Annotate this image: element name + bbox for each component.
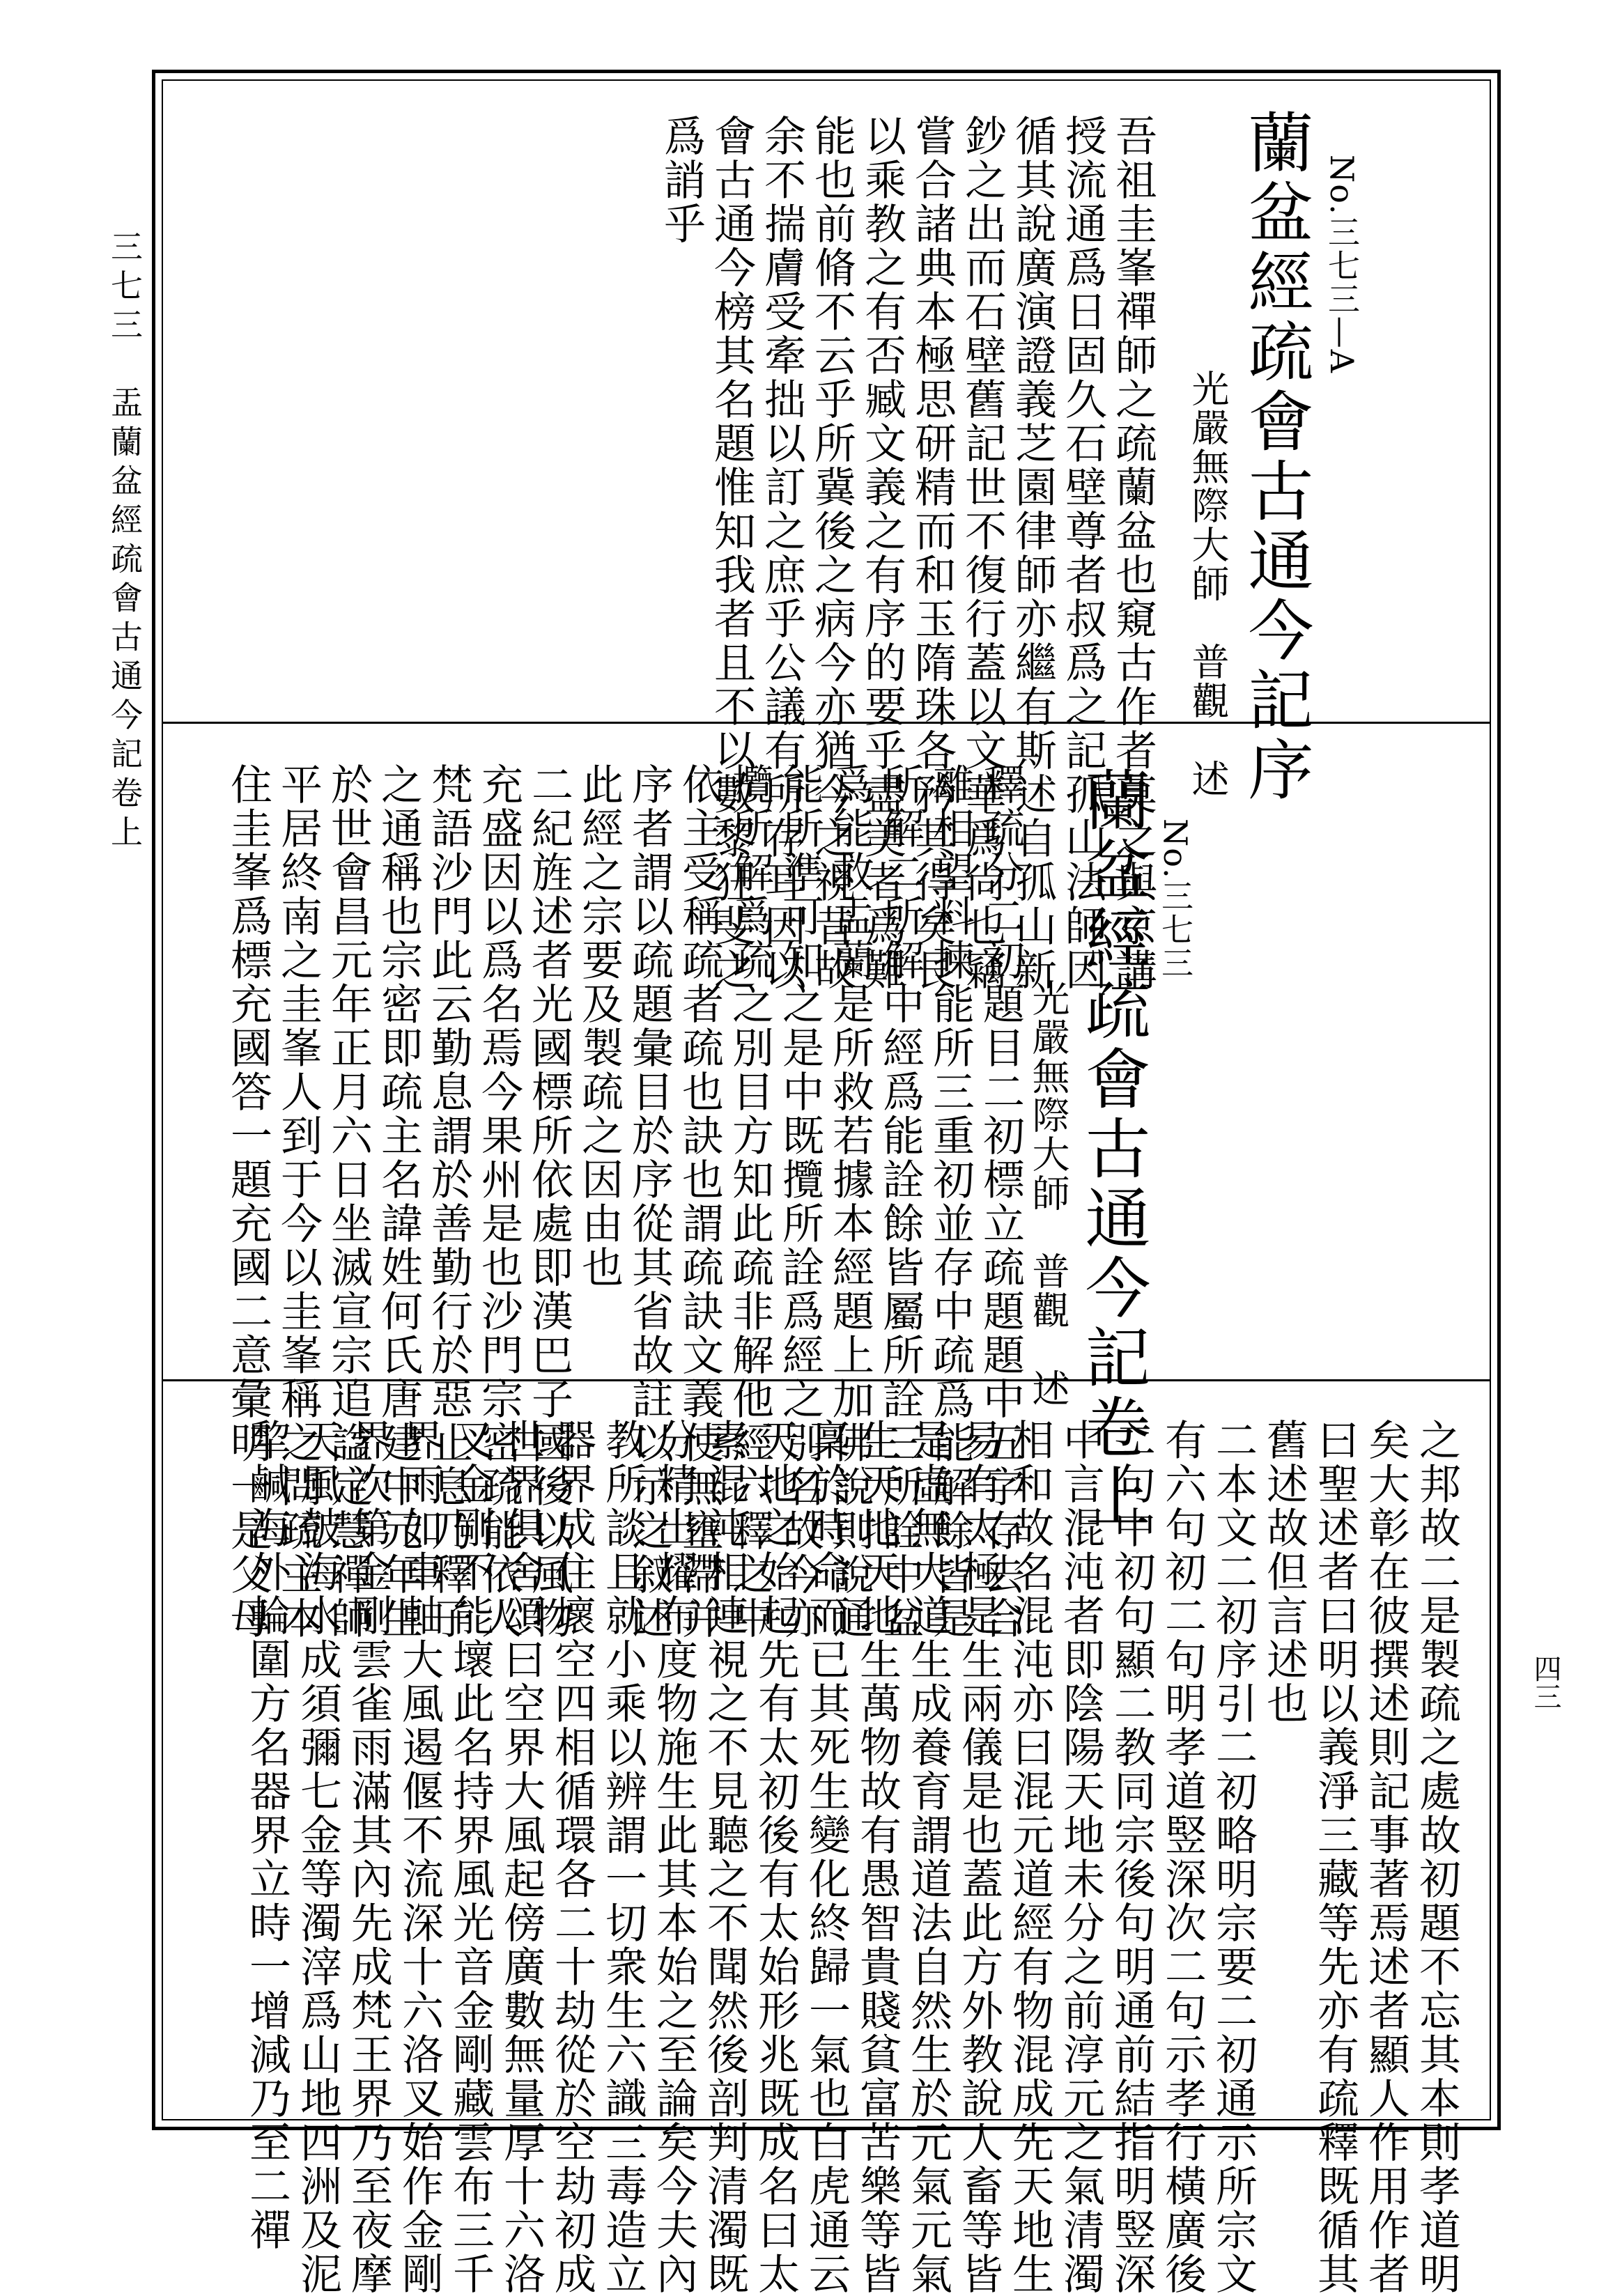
text-column: 天風皷海水成須彌七金等濁滓爲山地四洲及泥: [293, 1418, 342, 2296]
text-column: 爲誚乎: [657, 114, 706, 246]
text-column: 分精出耀布度物施生此其本始之至論矣今夫內: [649, 1418, 698, 2296]
text-column: 是虛無大道生成養育謂道法自然生於元氣元氣: [904, 1418, 952, 2296]
text-column: 嘗合諸典本極思研精而和玉隋珠各矜其得矣艮: [908, 114, 957, 992]
text-column: 能所準可知之是中既攬所詮爲經之別名故今亦: [775, 763, 824, 1640]
text-column: 之通稱也宗密即疏主名諱姓何氏唐建中元年生: [374, 763, 423, 1640]
text-column: 吾祖圭峯禪師之疏蘭盆也窺古作者莫之與京講: [1109, 114, 1157, 992]
text-column: 住圭峯爲標充國答一題充國二意彙明一是父母: [224, 763, 272, 1640]
text-number-b: No.三七三: [1157, 819, 1194, 980]
text-column: 充盛因以爲名焉今果州是也沙門宗密疏能依人: [474, 763, 523, 1640]
text-column: 舊述故但言述也: [1260, 1418, 1308, 1725]
text-column: 授流通爲日固久石壁尊者叔爲之記孤山法師因: [1058, 114, 1107, 992]
text-column: 能也前脩不云乎所冀後之病今亦猶今之視昔故: [808, 114, 856, 992]
text-column: 二句中初句顯二教同宗後句明通前結指明竪深: [1107, 1418, 1156, 2296]
text-column: 余不揣膚受牽拙以訂之庶乎公議有所存耳因以: [757, 114, 806, 992]
text-column: 相和故名混沌亦曰混元道經有物混成先天地生: [1005, 1418, 1054, 2296]
text-column: 教所談且就小乘以辨謂一切衆生六識三毒造立: [598, 1418, 647, 2296]
text-column: 叉金剛不能壞此名持界風光音金剛藏雲布三千: [446, 1418, 495, 2296]
author-volume: 光嚴無際大師 普觀 述: [1026, 979, 1070, 1408]
title-preface: 蘭盆經疏會古通今記序: [1237, 109, 1313, 805]
text-column: 有六句初二句明孝道竪深次二句示孝行橫廣後: [1158, 1418, 1207, 2296]
text-column: 於世會昌元年正月六日坐滅宣宗追諡定慧禪師: [324, 763, 373, 1640]
text-column: 天地之始起先有太初後有太始形兆既成名曰太: [751, 1418, 800, 2296]
text-column: 界雨如車軸大風遏偃不流深十六洛叉始作金剛: [395, 1418, 444, 2296]
author-preface: 光嚴無際大師 普觀 述: [1186, 369, 1230, 798]
text-column: 矣大彰在彼撰述則記事著焉述者顯人作用作者: [1361, 1418, 1410, 2296]
gutter-running-title: 三七三 盂蘭盆經疏會古通今記卷上: [106, 230, 144, 854]
text-column: 釋疏分二初題目二初標立疏題題中五字存去合: [976, 763, 1025, 1640]
text-column: 此經之宗要及製疏之因由也: [575, 763, 624, 1289]
text-column: 素混沌相連視之不見聽之不聞然後剖判清濁既: [700, 1418, 749, 2296]
title-volume: 蘭盆經疏會古通今記卷上: [1074, 766, 1150, 1533]
text-column: 界次第金剛雲雀雨滿其內先成梵王界乃至夜摩: [344, 1418, 393, 2296]
text-column: 鈔之出而石壁舊記世不復行蓋以文華爲尙也竊: [958, 114, 1007, 992]
text-column: 二本文二初序引二初略明宗要二初通示所宗文: [1209, 1418, 1258, 2296]
text-column: 二紀旌述者光國標所依處即漢巴子國後以風物: [525, 763, 573, 1640]
text-column: 攬所解爲疏之別目方知此疏非解他經六釋之中: [725, 763, 774, 1640]
text-column: 易有太極是生兩儀是也蓋此方外教說人畜等皆: [955, 1418, 1003, 2296]
text-number-a: No.三七三—A: [1323, 155, 1361, 374]
text-column: 之邦故二是製疏之處故初題不忘其本則孝道明: [1412, 1418, 1461, 2296]
text-column: 犂鹹海外輪圍方名器界立時一增減乃至二禪: [242, 1418, 291, 2252]
text-column: 爲能救盂蘭是所救若據本經題上加佛說則說通: [826, 763, 874, 1640]
text-column: 循其說廣演證義芝園律師亦繼有斯述自孤山新: [1008, 114, 1057, 992]
page-number: 四三: [1529, 1654, 1561, 1710]
text-column: 以乘教之有否臧文義之有序的要乎盡美者爲難: [858, 114, 906, 992]
text-column: 序者謂以疏題彙目於序從其省故註以示之叙述: [625, 763, 674, 1640]
text-column: 器界成住壞空四相循環各二十劫從於空劫初成: [548, 1418, 596, 2296]
text-column: 所解二所解中經爲能詮餘皆屬所詮三所詮中盆: [876, 763, 925, 1640]
text-column: 稟於時命而已其死生變化終歸一氣也白虎通云: [802, 1418, 851, 2296]
text-column: 中言混沌者即陰陽天地未分之前淳元之氣清濁: [1056, 1418, 1105, 2296]
text-column: 離相望料揀能所三重初並存中疏爲能解餘皆是: [926, 763, 975, 1640]
text-column: 梵語沙門此云勤息謂於善勤行於惡止息乃釋子: [424, 763, 473, 1640]
text-column: 依主受稱疏者疏也訣也謂疏訣文義使無壅滯并: [675, 763, 724, 1640]
text-column: 會古通今榜其名題惟知我者且不以數黎狂斐之: [707, 114, 756, 992]
text-column: 生天地天地生萬物故有愚智貴賤貧富苦樂等皆: [853, 1418, 902, 2296]
text-column: 曰聖述者曰明以義淨三藏等先亦有疏釋既循其: [1311, 1418, 1359, 2296]
text-column: 世界俱舍頌曰空界大風起傍廣數無量厚十六洛: [497, 1418, 546, 2296]
text-column: 平居終南之圭峯人到于今以圭峯稱之問疏主本: [274, 763, 323, 1640]
